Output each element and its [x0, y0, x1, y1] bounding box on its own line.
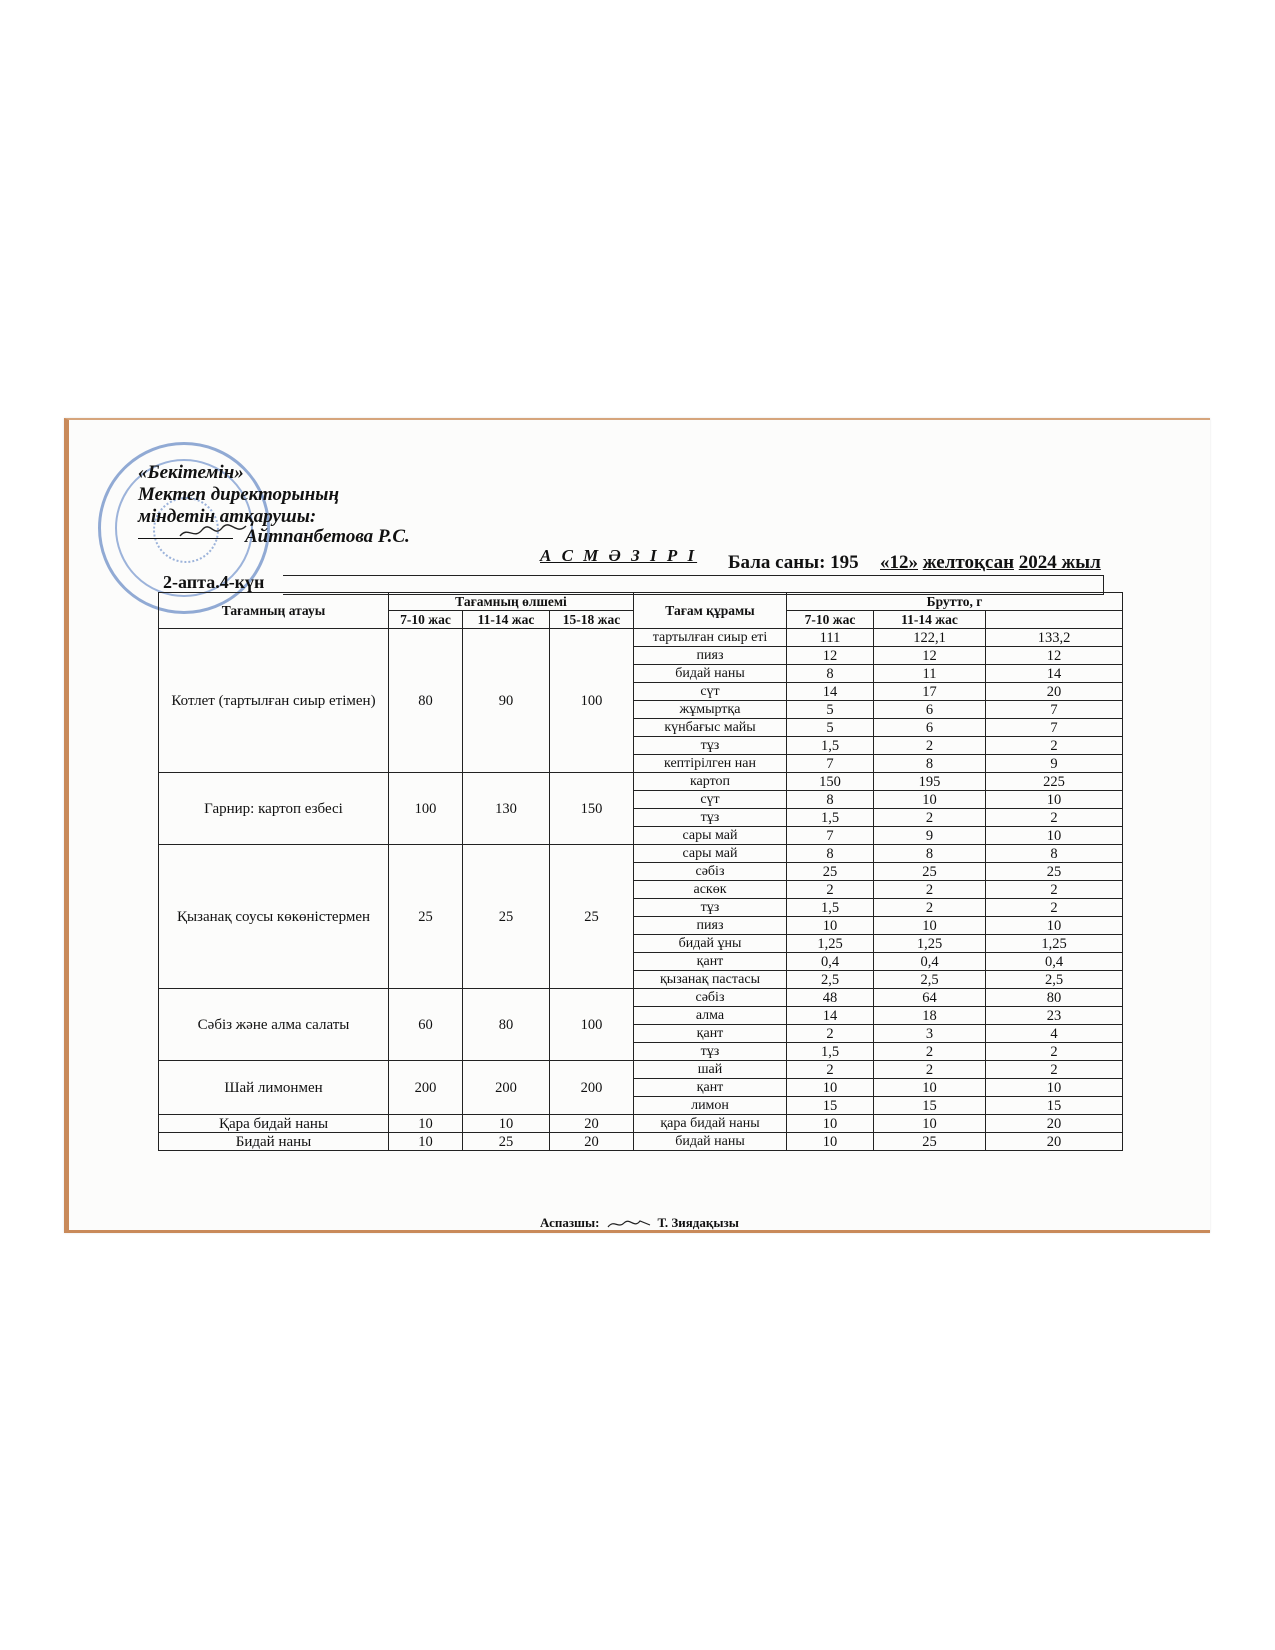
gross-value: 20 [986, 1115, 1123, 1133]
date-year: 2024 жыл [1018, 552, 1101, 573]
gross-value: 8 [787, 845, 874, 863]
gross-value: 0,4 [986, 953, 1123, 971]
portion-value: 100 [550, 629, 634, 773]
gross-value: 5 [787, 701, 874, 719]
approval-heading: «Бекітемін» [138, 462, 244, 483]
gross-value: 12 [874, 647, 986, 665]
approval-position-line2: міндетін атқарушы: [138, 506, 317, 527]
ingredient-name: бидай наны [634, 665, 787, 683]
gross-value: 2,5 [787, 971, 874, 989]
gross-value: 80 [986, 989, 1123, 1007]
gross-value: 8 [986, 845, 1123, 863]
gross-value: 225 [986, 773, 1123, 791]
gross-value: 2 [787, 881, 874, 899]
portion-value: 10 [389, 1115, 463, 1133]
ingredient-name: алма [634, 1007, 787, 1025]
gross-value: 7 [986, 701, 1123, 719]
gross-value: 2,5 [986, 971, 1123, 989]
dish-name: Сәбіз және алма салаты [159, 989, 389, 1061]
gross-value: 150 [787, 773, 874, 791]
gross-value: 14 [787, 1007, 874, 1025]
gross-value: 1,25 [787, 935, 874, 953]
gross-value: 10 [986, 791, 1123, 809]
portion-value: 200 [463, 1061, 550, 1115]
gross-value: 10 [787, 1133, 874, 1151]
gross-value: 7 [787, 827, 874, 845]
portion-value: 10 [463, 1115, 550, 1133]
gross-value: 2 [986, 737, 1123, 755]
col-dish-name: Тағамның атауы [159, 593, 389, 629]
gross-value: 20 [986, 683, 1123, 701]
col-gross-15-18 [986, 611, 1123, 629]
ingredient-name: тұз [634, 899, 787, 917]
ingredient-name: пияз [634, 647, 787, 665]
dish-name: Шай лимонмен [159, 1061, 389, 1115]
document-title: А С М Ә З І Р І [540, 546, 698, 565]
cook-name: Т. Зиядақызы [657, 1215, 739, 1230]
gross-value: 14 [986, 665, 1123, 683]
portion-value: 100 [550, 989, 634, 1061]
ingredient-name: аскөк [634, 881, 787, 899]
dish-name: Гарнир: картоп езбесі [159, 773, 389, 845]
gross-value: 23 [986, 1007, 1123, 1025]
gross-value: 7 [787, 755, 874, 773]
gross-value: 2 [874, 1043, 986, 1061]
ingredient-name: бидай наны [634, 1133, 787, 1151]
gross-value: 9 [874, 827, 986, 845]
col-portion-15-18: 15-18 жас [550, 611, 634, 629]
col-portion: Тағамның өлшемі [389, 593, 634, 611]
gross-value: 6 [874, 719, 986, 737]
ingredient-name: сары май [634, 827, 787, 845]
gross-value: 10 [787, 1079, 874, 1097]
gross-value: 4 [986, 1025, 1123, 1043]
portion-value: 200 [550, 1061, 634, 1115]
dish-name: Бидай наны [159, 1133, 389, 1151]
gross-value: 10 [874, 1079, 986, 1097]
col-portion-11-14: 11-14 жас [463, 611, 550, 629]
table-row [159, 773, 1123, 791]
gross-value: 111 [787, 629, 874, 647]
ingredient-name: лимон [634, 1097, 787, 1115]
gross-value: 14 [787, 683, 874, 701]
ingredient-name: қант [634, 1079, 787, 1097]
gross-value: 15 [986, 1097, 1123, 1115]
gross-value: 3 [874, 1025, 986, 1043]
gross-value: 10 [874, 917, 986, 935]
gross-value: 10 [986, 1079, 1123, 1097]
table-row [159, 989, 1123, 1007]
gross-value: 2 [986, 881, 1123, 899]
gross-value: 0,4 [874, 953, 986, 971]
gross-value: 1,5 [787, 1043, 874, 1061]
gross-value: 122,1 [874, 629, 986, 647]
gross-value: 1,5 [787, 899, 874, 917]
date-month: желтоқсан [922, 552, 1015, 573]
gross-value: 10 [874, 1115, 986, 1133]
ingredient-name: сәбіз [634, 863, 787, 881]
col-portion-7-10: 7-10 жас [389, 611, 463, 629]
gross-value: 1,5 [787, 737, 874, 755]
ingredient-name: кептірілген нан [634, 755, 787, 773]
menu-table-body [159, 629, 1123, 1151]
ingredient-name: тұз [634, 1043, 787, 1061]
cook-label: Аспазшы: [540, 1215, 600, 1230]
gross-value: 2 [986, 1043, 1123, 1061]
ingredient-name: қара бидай наны [634, 1115, 787, 1133]
portion-value: 80 [463, 989, 550, 1061]
ingredient-name: тұз [634, 737, 787, 755]
gross-value: 2 [874, 1061, 986, 1079]
children-count: Бала саны: 195 [728, 552, 859, 573]
portion-value: 100 [389, 773, 463, 845]
gross-value: 195 [874, 773, 986, 791]
dish-name: Қызанақ соусы көкөністермен [159, 845, 389, 989]
week-day-label: 2-апта.4-күн [163, 572, 265, 592]
gross-value: 2 [874, 899, 986, 917]
menu-table [158, 592, 1123, 1151]
gross-value: 8 [787, 665, 874, 683]
col-gross-11-14: 11-14 жас [874, 611, 986, 629]
gross-value: 6 [874, 701, 986, 719]
gross-value: 10 [874, 791, 986, 809]
gross-value: 8 [874, 845, 986, 863]
gross-value: 2 [787, 1025, 874, 1043]
gross-value: 10 [787, 917, 874, 935]
portion-value: 10 [389, 1133, 463, 1151]
ingredient-name: күнбағыс майы [634, 719, 787, 737]
ingredient-name: сүт [634, 791, 787, 809]
gross-value: 9 [986, 755, 1123, 773]
ingredient-name: пияз [634, 917, 787, 935]
gross-value: 64 [874, 989, 986, 1007]
ingredient-name: тартылған сиыр еті [634, 629, 787, 647]
portion-value: 20 [550, 1115, 634, 1133]
portion-value: 25 [463, 845, 550, 989]
ingredient-name: жұмыртқа [634, 701, 787, 719]
gross-value: 15 [874, 1097, 986, 1115]
table-row [159, 1061, 1123, 1079]
ingredient-name: қант [634, 953, 787, 971]
gross-value: 18 [874, 1007, 986, 1025]
gross-value: 25 [874, 1133, 986, 1151]
gross-value: 17 [874, 683, 986, 701]
ingredient-name: шай [634, 1061, 787, 1079]
gross-value: 2 [874, 737, 986, 755]
gross-value: 12 [986, 647, 1123, 665]
gross-value: 25 [874, 863, 986, 881]
portion-value: 130 [463, 773, 550, 845]
dish-name: Котлет (тартылған сиыр етімен) [159, 629, 389, 773]
gross-value: 25 [787, 863, 874, 881]
director-signature [178, 522, 248, 542]
gross-value: 2 [986, 809, 1123, 827]
gross-value: 133,2 [986, 629, 1123, 647]
portion-value: 60 [389, 989, 463, 1061]
ingredient-name: қызанақ пастасы [634, 971, 787, 989]
gross-value: 0,4 [787, 953, 874, 971]
gross-value: 25 [986, 863, 1123, 881]
cook-signature [606, 1217, 652, 1231]
approval-position-line1: Мектеп директорының [138, 484, 340, 505]
col-gross: Брутто, г [787, 593, 1123, 611]
gross-value: 1,25 [874, 935, 986, 953]
portion-value: 150 [550, 773, 634, 845]
table-row [159, 845, 1123, 863]
portion-value: 25 [550, 845, 634, 989]
date-day: «12» [880, 552, 918, 573]
table-row [159, 1133, 1123, 1151]
gross-value: 7 [986, 719, 1123, 737]
menu-date [880, 552, 1101, 574]
gross-value: 8 [787, 791, 874, 809]
gross-value: 1,5 [787, 809, 874, 827]
gross-value: 2 [986, 899, 1123, 917]
gross-value: 11 [874, 665, 986, 683]
ingredient-name: қант [634, 1025, 787, 1043]
ingredient-name: сәбіз [634, 989, 787, 1007]
approver-name: Айтпанбетова Р.С. [245, 526, 410, 547]
gross-value: 15 [787, 1097, 874, 1115]
portion-value: 20 [550, 1133, 634, 1151]
header-row-1 [159, 593, 1123, 611]
portion-value: 80 [389, 629, 463, 773]
gross-value: 20 [986, 1133, 1123, 1151]
gross-value: 2 [787, 1061, 874, 1079]
gross-value: 10 [986, 917, 1123, 935]
col-gross-7-10: 7-10 жас [787, 611, 874, 629]
cook-signature-line [540, 1215, 739, 1231]
ingredient-name: бидай ұны [634, 935, 787, 953]
gross-value: 10 [986, 827, 1123, 845]
portion-value: 25 [389, 845, 463, 989]
table-row [159, 629, 1123, 647]
portion-value: 25 [463, 1133, 550, 1151]
dish-name: Қара бидай наны [159, 1115, 389, 1133]
gross-value: 10 [787, 1115, 874, 1133]
gross-value: 8 [874, 755, 986, 773]
gross-value: 2 [874, 881, 986, 899]
ingredient-name: сары май [634, 845, 787, 863]
col-composition: Тағам құрамы [634, 593, 787, 629]
ingredient-name: сүт [634, 683, 787, 701]
ingredient-name: картоп [634, 773, 787, 791]
gross-value: 5 [787, 719, 874, 737]
gross-value: 12 [787, 647, 874, 665]
portion-value: 90 [463, 629, 550, 773]
ingredient-name: тұз [634, 809, 787, 827]
portion-value: 200 [389, 1061, 463, 1115]
gross-value: 2 [986, 1061, 1123, 1079]
gross-value: 48 [787, 989, 874, 1007]
gross-value: 2 [874, 809, 986, 827]
gross-value: 1,25 [986, 935, 1123, 953]
table-row [159, 1115, 1123, 1133]
gross-value: 2,5 [874, 971, 986, 989]
